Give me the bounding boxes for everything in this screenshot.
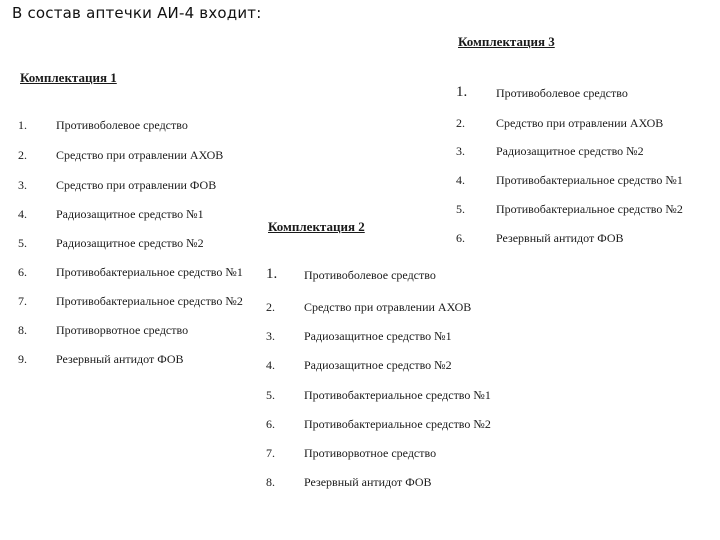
k1-item-num: 9. [18, 352, 27, 366]
k1-item-text: Средство при отравлении ФОВ [56, 178, 217, 192]
k3-item-num: 4. [456, 173, 465, 187]
k3-item-num: 6. [456, 231, 465, 245]
k1-item-num: 4. [18, 207, 27, 221]
k2-item-num: 7. [266, 446, 275, 460]
k2-item-num: 3. [266, 329, 275, 343]
k3-item-text: Средство при отравлении АХОВ [496, 116, 664, 130]
k3-item-text: Резервный антидот ФОВ [496, 231, 624, 245]
k3-item-num: 1. [456, 84, 468, 100]
page-title: В состав аптечки АИ-4 входит: [12, 4, 262, 22]
k2-item-text: Противорвотное средство [304, 446, 437, 460]
k1-item-text: Средство при отравлении АХОВ [56, 148, 224, 162]
k2-item-text: Противоболевое средство [304, 268, 436, 282]
k2-item-text: Резервный антидот ФОВ [304, 475, 432, 489]
k2-heading: Комплектация 2 [268, 219, 365, 234]
k1-item-text: Радиозащитное средство №1 [56, 207, 204, 221]
k1-heading: Комплектация 1 [20, 70, 117, 85]
k1-item-num: 3. [18, 178, 27, 192]
k3-item-text: Радиозащитное средство №2 [496, 144, 644, 158]
k3-item-num: 3. [456, 144, 465, 158]
k2-item-text: Противобактериальное средство №2 [304, 417, 491, 431]
k2-item-num: 4. [266, 358, 275, 372]
k2-item-text: Противобактериальное средство №1 [304, 388, 491, 402]
k3-heading: Комплектация 3 [458, 34, 555, 49]
k2-item-num: 6. [266, 417, 275, 431]
k1-item-text: Противобактериальное средство №1 [56, 265, 243, 279]
k1-item-num: 7. [18, 294, 27, 308]
k3-item-num: 2. [456, 116, 465, 130]
k1-item-num: 1. [18, 118, 27, 132]
k1-item-num: 5. [18, 236, 27, 250]
k1-item-text: Противорвотное средство [56, 323, 189, 337]
k1-item-text: Резервный антидот ФОВ [56, 352, 184, 366]
k1-item-text: Противобактериальное средство №2 [56, 294, 243, 308]
k2-item-num: 8. [266, 475, 275, 489]
k3-item-num: 5. [456, 202, 465, 216]
k2-item-num: 2. [266, 300, 275, 314]
k2-item-text: Радиозащитное средство №1 [304, 329, 452, 343]
k1-item-num: 8. [18, 323, 27, 337]
k2-item-num: 1. [266, 266, 278, 282]
k2-item-num: 5. [266, 388, 275, 402]
k3-item-text: Противобактериальное средство №1 [496, 173, 683, 187]
k1-item-num: 2. [18, 148, 27, 162]
k2-item-text: Средство при отравлении АХОВ [304, 300, 472, 314]
k1-item-text: Противоболевое средство [56, 118, 188, 132]
k1-item-num: 6. [18, 265, 27, 279]
k3-item-text: Противобактериальное средство №2 [496, 202, 683, 216]
k2-item-text: Радиозащитное средство №2 [304, 358, 452, 372]
k1-item-text: Радиозащитное средство №2 [56, 236, 204, 250]
k3-item-text: Противоболевое средство [496, 86, 628, 100]
